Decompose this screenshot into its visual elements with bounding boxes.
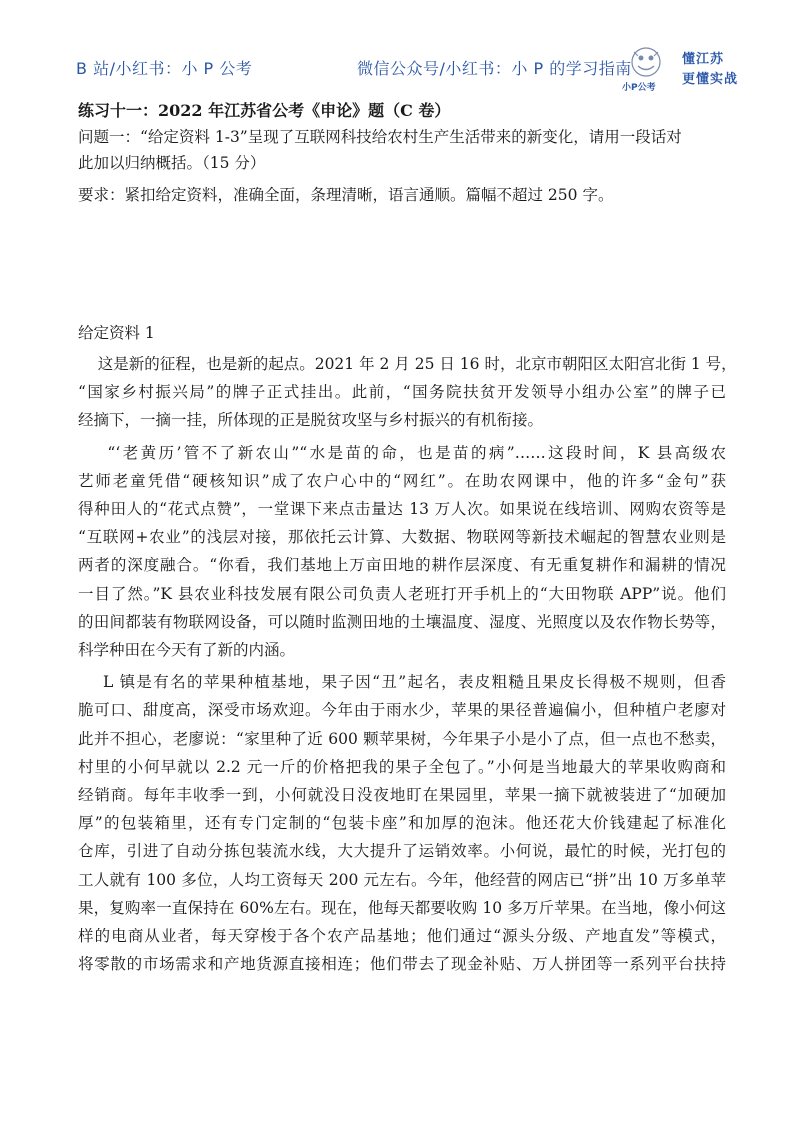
material-label: 给定资料 1 xyxy=(78,324,155,342)
paragraph-line: 将零散的市场需求和产地货源直接相连；他们带去了现金补贴、万人拼团等一系列平台扶持 xyxy=(78,955,726,974)
requirement-text: 要求：紧扣给定资料，准确全面，条理清晰，语言通顺。篇幅不超过 250 字。 xyxy=(78,186,614,204)
paragraph-line: 一目了然。”K 县农业科技发展有限公司负责人老班打开手机上的“大田物联 APP”说。他们 xyxy=(78,584,726,603)
paragraph-line: 艺师老童凭借“硬核知识”成了农户心中的“网红”。在助农网课中，他的许多“金句”获 xyxy=(78,471,726,490)
exercise-title: 练习十一：2022 年江苏省公考《申论》题（C 卷） xyxy=(78,101,451,120)
page-header xyxy=(0,0,800,100)
paragraph-line: “互联网+农业”的浅层对接，那依托云计算、大数据、物联网等新技术崛起的智慧农业则是 xyxy=(78,528,726,547)
document-body xyxy=(78,98,737,978)
slogan-line-1: 懂江苏 xyxy=(682,52,725,67)
paragraph-line: L 镇是有名的苹果种植基地，果子因“丑”起名，表皮粗糙且果皮长得极不规则，但香 xyxy=(78,673,726,692)
paragraph-line: 工人就有 100 多位，人均工资每天 200 元左右。今年，他经营的网店已“拼”出 10 万多单苹 xyxy=(78,870,726,889)
paragraph-line: 这是新的征程，也是新的起点。2021 年 2 月 25 日 16 时，北京市朝阳区太阳宫北街 1 号， xyxy=(78,355,737,373)
paragraph-line: 经销商。每年丰收季一到，小何就没日没夜地盯在果园里，苹果一摘下就被装进了“加硬加 xyxy=(78,786,726,805)
question-line: 此加以归纳概括。（15 分） xyxy=(78,154,266,172)
paragraph-line: 仓库，引进了自动分拣包装流水线，大大提升了运销效率。小何说，最忙的时候，光打包的 xyxy=(78,842,726,861)
question-line: 问题一：“给定资料 1-3”呈现了互联网科技给农村生产生活带来的新变化，请用一段话对 xyxy=(78,128,682,146)
question-block xyxy=(78,124,726,176)
paragraph-line: 得种田人的“花式点赞”，一堂课下来点击量达 13 万人次。如果说在线培训、网购农资等是 xyxy=(78,500,726,519)
slogan-line-2: 更懂实战 xyxy=(682,72,739,87)
material-paragraph-3 xyxy=(78,668,726,978)
paragraph-line: 脆可口、甜度高，深受市场欢迎。今年由于雨水少，苹果的果径普遍偏小，但种植户老廖对 xyxy=(78,701,726,720)
material-paragraph-1 xyxy=(78,350,737,435)
paragraph-line: 科学种田在今天有了新的内涵。 xyxy=(78,641,296,660)
header-middle-text: 微信公众号/小红书：小 P 的学习指南 xyxy=(357,59,632,78)
material-paragraph-2 xyxy=(78,439,726,665)
paragraph-line: 样的电商从业者，每天穿梭于各个农产品基地；他们通过“源头分级、产地直发”等模式， xyxy=(78,927,726,946)
paragraph-line: 经摘下，一摘一挂，所体现的正是脱贫攻坚与乡村振兴的有机衔接。 xyxy=(78,411,544,430)
paragraph-line: 的田间都装有物联网设备，可以随时监测田地的土壤温度、湿度、光照度以及农作物长势等， xyxy=(78,612,726,631)
paragraph-line: 两者的深度融合。“你看，我们基地上万亩田地的耕作层深度、有无重复耕作和漏耕的情况 xyxy=(78,556,726,575)
paragraph-line: 村里的小何早就以 2.2 元一斤的价格把我的果子全包了。”小何是当地最大的苹果收购商和 xyxy=(78,757,726,776)
paragraph-line: 厚”的包装箱里，还有专门定制的“包装卡座”和加厚的泡沫。他还花大价钱建起了标准化 xyxy=(78,814,726,833)
slogan xyxy=(682,50,738,90)
paragraph-line: “‘老黄历’管不了新农山”“水是苗的命，也是苗的病”……这段时间，K 县高级农 xyxy=(78,443,726,462)
logo-caption: 小P公考 xyxy=(622,83,656,93)
paragraph-line: “国家乡村振兴局”的牌子正式挂出。此前，“国务院扶贫开发领导小组办公室”的牌子已 xyxy=(78,383,726,402)
header-left-text: B 站/小红书：小 P 公考 xyxy=(76,59,253,78)
paragraph-line: 果，复购率一直保持在 60%左右。现在，他每天都要收购 10 多万斤苹果。在当地，像小何这 xyxy=(78,898,726,917)
paragraph-line: 此并不担心，老廖说：“家里种了近 600 颗苹果树，今年果子小是小了点，但一点也不愁卖， xyxy=(78,729,726,748)
